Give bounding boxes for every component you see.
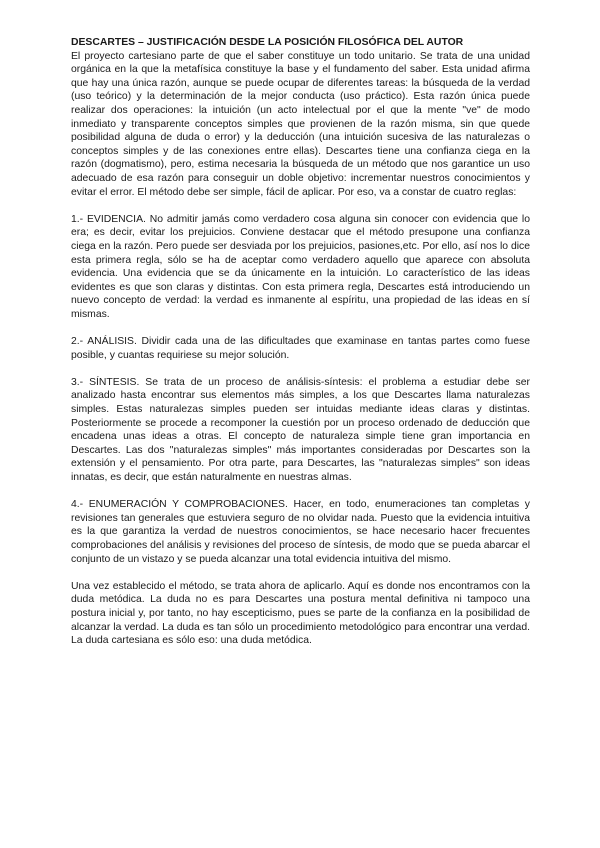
document-title: DESCARTES – JUSTIFICACIÓN DESDE LA POSICIÓN FILOSÓFICA DEL AUTOR — [71, 37, 464, 48]
rule-sintesis-paragraph: 3.- SÍNTESIS. Se trata de un proceso de análisis-síntesis: el problema a estudiar debe ser analizado hasta encontrar sus elementos más simples, a los que Descartes llama naturalezas simples. Estas naturalezas simples pueden ser intuidas mediante ideas claras y distintas. Posteriormente se procede a recomponer la cuestión por un proceso ordenado de deducción que encadena unas ideas a otras. El concepto de naturaleza simple tiene gran importancia en Descartes. Las dos "naturalezas simples" más importantes consideradas por Descartes son la extensión y el pensamiento. Por otra parte, para Descartes, las "naturalezas simples" son ideas innatas, es decir, que están naturalmente en nuestras almas. — [71, 376, 530, 483]
intro-paragraph: El proyecto cartesiano parte de que el saber constituye un todo unitario. Se trata de una unidad orgánica en la que la metafísica constituye la base y el fundamento del saber. Esta unidad afirma que hay una única razón, aunque se puede ocupar de diferentes tareas: la búsqueda de la verdad (uso teórico) y la determinación de la mejor conducta (uso práctico). Esta razón única puede realizar dos operaciones: la intuición (un acto intelectual por el que la mente "ve" de modo inmediato y transparente conceptos simples que provienen de la razón misma, sin que quede posibilidad alguna de duda o error) y la deducción (una intuición sucesiva de las naturalezas o conceptos simples y de las conexiones entre ellas). Descartes tiene una confianza ciega en la razón (dogmatismo), pero, estima necesaria la búsqueda de un método que nos garantice un uso adecuado de esa razón para conseguir un doble objetivo: incrementar nuestros conocimientos y evitar el error. El método debe ser simple, fácil de aplicar. Por eso, va a constar de cuatro reglas: — [71, 50, 530, 198]
rule-enumeracion-paragraph: 4.- ENUMERACIÓN Y COMPROBACIONES. Hacer, en todo, enumeraciones tan completas y revisiones tan generales que estuviera seguro de no olvidar nada. Puesto que la evidencia intuitiva es la que garantiza la verdad de nuestros conocimientos, se hace necesario hacer frecuentes comprobaciones del análisis y revisiones del proceso de síntesis, de modo que se pueda abarcar el conjunto de un vistazo y se pueda alcanzar una total evidencia intuitiva del mismo. — [71, 499, 530, 565]
rule-analisis-paragraph: 2.- ANÁLISIS. Dividir cada una de las dificultades que examinase en tantas partes como fuese posible, y cuantas requiriese su mejor solución. — [71, 336, 530, 361]
rule-evidencia-paragraph: 1.- EVIDENCIA. No admitir jamás como verdadero cosa alguna sin conocer con evidencia que lo era; es decir, evitar los prejuicios. Conviene destacar que el método presupone una confianza ciega en la razón. Pero puede ser desviada por los prejuicios, pasiones,etc. Por ello, así nos lo dice esta primera regla, sólo se ha de aceptar como verdadero aquello que aparece con absoluta evidencia. Una evidencia que se da únicamente en la intuición. Lo característico de las ideas evidentes es que son claras y distintas. Con esta primera regla, Descartes está introduciendo un nuevo concepto de verdad: la verdad es inmanente al espíritu, una propiedad de las ideas en sí mismas. — [71, 213, 530, 320]
conclusion-paragraph: Una vez establecido el método, se trata ahora de aplicarlo. Aquí es donde nos encontramos con la duda metódica. La duda no es para Descartes una postura mental definitiva ni tampoco una postura inicial y, por tanto, no hay escepticismo, pues se parte de la confianza en la posibilidad de alcanzar la verdad. La duda es tan sólo un procedimiento metodológico para encontrar una verdad. La duda cartesiana es sólo eso: una duda metódica. — [71, 580, 530, 647]
document-page — [71, 36, 530, 648]
